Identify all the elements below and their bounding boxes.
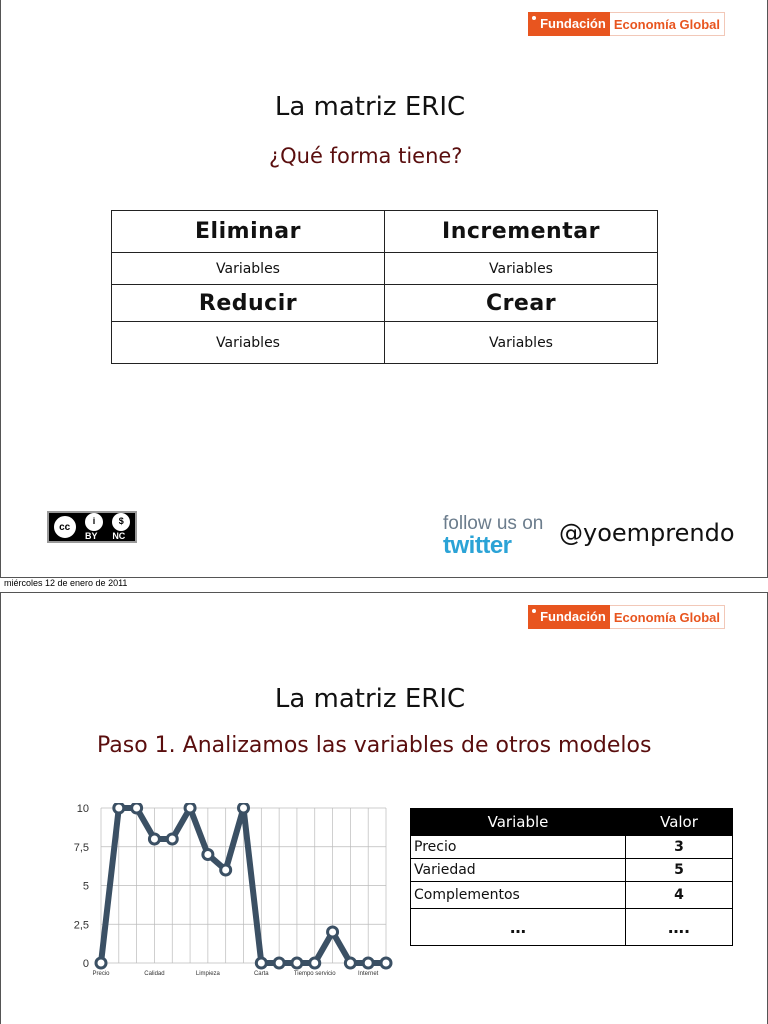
x-tick-label: Internet	[358, 971, 379, 977]
logo-fundacion-text: Fundación	[528, 12, 610, 36]
data-point	[132, 803, 142, 813]
slide-title: La matriz ERIC	[274, 92, 466, 122]
data-point	[345, 958, 355, 968]
cell-valor: 4	[626, 882, 733, 909]
x-tick-label: Calidad	[144, 971, 165, 977]
table-row	[411, 882, 733, 909]
x-tick-label: Limpieza	[195, 971, 220, 977]
y-tick-label: 7,5	[73, 841, 89, 854]
cell-valor: ….	[626, 909, 733, 946]
creative-commons-badge	[47, 511, 137, 543]
logo-economia-text: Economía Global	[610, 605, 725, 629]
logo-fundacion-text: Fundación	[528, 605, 610, 629]
matrix-reducir: Reducir	[112, 285, 385, 322]
data-point	[239, 803, 249, 813]
data-point	[185, 803, 195, 813]
cell-variable: Complementos	[411, 882, 626, 909]
slide-subtitle: Paso 1. Analizamos las variables de otros modelos	[97, 733, 652, 758]
chart-y-ticks	[74, 803, 89, 970]
data-point	[203, 850, 213, 860]
data-point	[274, 958, 284, 968]
eric-matrix	[111, 210, 658, 364]
matrix-variables-cell: Variables	[385, 253, 658, 285]
matrix-incrementar: Incrementar	[385, 211, 658, 253]
nc-label: NC	[112, 530, 126, 541]
fundacion-logo	[528, 605, 725, 629]
data-point	[96, 958, 106, 968]
variables-table	[410, 808, 733, 946]
twitter-wordmark: twitter	[443, 532, 512, 559]
by-label: BY	[84, 530, 98, 541]
y-tick-label: 5	[82, 880, 89, 893]
matrix-crear: Crear	[385, 285, 658, 322]
data-point	[292, 958, 302, 968]
cell-variable: …	[411, 909, 626, 946]
table-row	[411, 836, 733, 859]
twitter-follow-logo	[443, 514, 547, 562]
twitter-handle: @yoemprendo	[559, 519, 735, 547]
logo-economia-text: Economía Global	[610, 12, 725, 36]
y-tick-label: 10	[76, 803, 89, 815]
footer-date: miércoles 12 de enero de 2011	[4, 578, 128, 588]
data-point	[114, 803, 124, 813]
variables-line-chart	[61, 803, 401, 993]
slide-title: La matriz ERIC	[274, 684, 466, 714]
data-point	[256, 958, 266, 968]
matrix-eliminar: Eliminar	[112, 211, 385, 253]
x-tick-label: Carta	[253, 971, 269, 977]
noncommercial-icon: $	[112, 513, 130, 531]
table-row	[411, 859, 733, 882]
cell-variable: Precio	[411, 836, 626, 859]
attribution-icon: i	[85, 513, 103, 531]
slide-2	[0, 592, 768, 1024]
cell-variable: Variedad	[411, 859, 626, 882]
cell-valor: 3	[626, 836, 733, 859]
data-point	[221, 865, 231, 875]
chart-x-ticks	[92, 971, 378, 977]
matrix-variables-cell: Variables	[385, 322, 658, 364]
y-tick-label: 2,5	[73, 919, 89, 932]
data-point	[310, 958, 320, 968]
x-tick-label: Precio	[92, 971, 110, 977]
table-row	[411, 909, 733, 946]
y-tick-label: 0	[82, 958, 89, 970]
data-point	[167, 834, 177, 844]
data-point	[328, 927, 338, 937]
fundacion-logo	[528, 12, 725, 36]
data-point	[363, 958, 373, 968]
x-tick-label: Tiempo servicio	[293, 971, 336, 977]
matrix-variables-cell: Variables	[112, 253, 385, 285]
follow-us-text: follow us on	[443, 513, 544, 534]
matrix-variables-cell: Variables	[112, 322, 385, 364]
header-valor: Valor	[626, 809, 733, 836]
data-point	[149, 834, 159, 844]
cell-valor: 5	[626, 859, 733, 882]
header-variable: Variable	[411, 809, 626, 836]
data-point	[381, 958, 391, 968]
cc-icon: cc	[54, 516, 76, 538]
slide-subtitle: ¿Qué forma tiene?	[269, 144, 463, 168]
